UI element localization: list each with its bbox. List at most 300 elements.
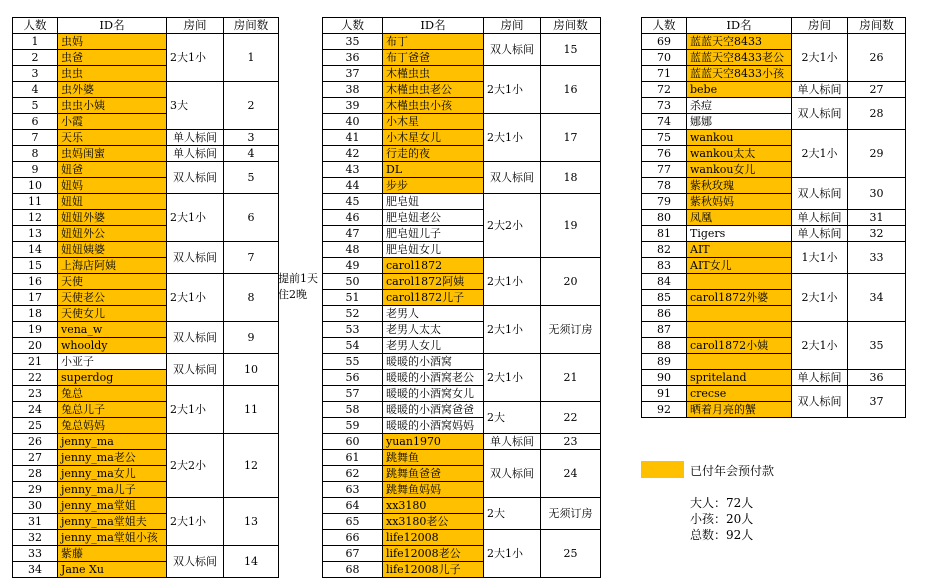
- person-id: yuan1970: [383, 434, 484, 450]
- person-number: 76: [642, 146, 687, 162]
- person-number: 7: [13, 130, 58, 146]
- person-number: 51: [323, 290, 383, 306]
- table-row: [323, 162, 601, 178]
- person-id: AIT: [687, 242, 792, 258]
- person-id: Tigers: [687, 226, 792, 242]
- person-number: 52: [323, 306, 383, 322]
- person-number: 18: [13, 306, 58, 322]
- person-id: 行走的夜: [383, 146, 484, 162]
- table-row: [13, 194, 279, 210]
- person-id: xx3180老公: [383, 514, 484, 530]
- person-number: 64: [323, 498, 383, 514]
- room-count: 17: [541, 114, 601, 162]
- person-number: 45: [323, 194, 383, 210]
- person-number: 44: [323, 178, 383, 194]
- person-id: 木槿虫虫小孩: [383, 98, 484, 114]
- room-count: 9: [224, 322, 279, 354]
- col-header-count: 人数: [642, 18, 687, 34]
- table-row: [323, 434, 601, 450]
- room-count: 34: [848, 274, 906, 322]
- person-number: 30: [13, 498, 58, 514]
- room-type: 3大: [167, 82, 224, 130]
- person-id: [687, 274, 792, 290]
- room-count: 4: [224, 146, 279, 162]
- table-row: [13, 242, 279, 258]
- person-id: vena_w: [58, 322, 167, 338]
- table-row: [13, 498, 279, 514]
- room-count: 21: [541, 354, 601, 402]
- person-number: 10: [13, 178, 58, 194]
- table-row: [323, 194, 601, 210]
- room-type: 2大1小: [484, 306, 541, 354]
- col-header-count: 人数: [13, 18, 58, 34]
- header-row: [13, 18, 279, 34]
- table-row: [642, 34, 906, 50]
- person-number: 22: [13, 370, 58, 386]
- person-id: 凤凰: [687, 210, 792, 226]
- person-id: 老男人女儿: [383, 338, 484, 354]
- room-count: 37: [848, 386, 906, 418]
- person-id: wankou: [687, 130, 792, 146]
- person-number: 85: [642, 290, 687, 306]
- person-id: jenny_ma: [58, 434, 167, 450]
- person-id: 蓝蓝天空8433小孩: [687, 66, 792, 82]
- person-id: spriteland: [687, 370, 792, 386]
- col-header-room-count: 房间数: [541, 18, 601, 34]
- person-id: 妞妞姨婆: [58, 242, 167, 258]
- person-number: 55: [323, 354, 383, 370]
- person-id: 娜娜: [687, 114, 792, 130]
- person-id: carol1872阿姨: [383, 274, 484, 290]
- person-id: 晒着月亮的蟹: [687, 402, 792, 418]
- person-id: 暖暖的小酒窝老公: [383, 370, 484, 386]
- room-type: 2大: [484, 402, 541, 434]
- room-count: 35: [848, 322, 906, 370]
- table-row: [13, 34, 279, 50]
- sign-up-table-3: [641, 17, 906, 418]
- person-id-group-label: carol1872外婆: [687, 290, 792, 306]
- person-id: 步步: [383, 178, 484, 194]
- person-id-group-label: carol1872小姨: [687, 338, 792, 354]
- person-id: 肥皂妞老公: [383, 210, 484, 226]
- person-number: 88: [642, 338, 687, 354]
- table-row: [13, 354, 279, 370]
- room-type: 单人标间: [792, 210, 848, 226]
- person-number: 3: [13, 66, 58, 82]
- person-number: 67: [323, 546, 383, 562]
- person-id: jenny_ma堂姐小孩: [58, 530, 167, 546]
- person-number: 5: [13, 98, 58, 114]
- table-row: [642, 242, 906, 258]
- person-id: life12008老公: [383, 546, 484, 562]
- col-header-id: ID名: [383, 18, 484, 34]
- person-number: 81: [642, 226, 687, 242]
- room-count: 7: [224, 242, 279, 274]
- person-number: 61: [323, 450, 383, 466]
- adults-count: 大人：72人: [690, 496, 754, 510]
- person-number: 32: [13, 530, 58, 546]
- person-number: 54: [323, 338, 383, 354]
- person-id: bebe: [687, 82, 792, 98]
- person-number: 69: [642, 34, 687, 50]
- table-row: [642, 98, 906, 114]
- room-count: 15: [541, 34, 601, 66]
- room-count: 29: [848, 130, 906, 178]
- room-type: 双人标间: [167, 162, 224, 194]
- table-row: [13, 434, 279, 450]
- person-id: whooldy: [58, 338, 167, 354]
- room-type: 2大2小: [167, 434, 224, 498]
- person-id: 小木星: [383, 114, 484, 130]
- person-id: [687, 322, 792, 338]
- person-number: 21: [13, 354, 58, 370]
- person-number: 40: [323, 114, 383, 130]
- room-type: 2大1小: [167, 34, 224, 82]
- person-number: 12: [13, 210, 58, 226]
- room-type: 单人标间: [484, 434, 541, 450]
- person-id: 虫妈闺蜜: [58, 146, 167, 162]
- person-id: 暖暖的小酒窝妈妈: [383, 418, 484, 434]
- person-id: 虫虫小姨: [58, 98, 167, 114]
- person-id: 暖暖的小酒窝: [383, 354, 484, 370]
- children-count: 小孩：20人: [690, 512, 754, 526]
- room-type: 2大1小: [792, 34, 848, 82]
- person-number: 56: [323, 370, 383, 386]
- table-row: [323, 258, 601, 274]
- person-id: 跳舞鱼妈妈: [383, 482, 484, 498]
- room-count: 19: [541, 194, 601, 258]
- room-count: 6: [224, 194, 279, 242]
- person-id: 蓝蓝天空8433: [687, 34, 792, 50]
- person-id: 兔总儿子: [58, 402, 167, 418]
- person-id: 木槿虫虫老公: [383, 82, 484, 98]
- room-count: 36: [848, 370, 906, 386]
- person-number: 23: [13, 386, 58, 402]
- table-row: [13, 146, 279, 162]
- room-count: 11: [224, 386, 279, 434]
- early-arrival-note: 提前1天住2晚: [278, 272, 318, 301]
- person-number: 26: [13, 434, 58, 450]
- person-number: 4: [13, 82, 58, 98]
- person-id: 虫外婆: [58, 82, 167, 98]
- person-id: jenny_ma堂姐: [58, 498, 167, 514]
- person-number: 82: [642, 242, 687, 258]
- table-row: [642, 274, 906, 290]
- room-type: 单人标间: [792, 370, 848, 386]
- person-id: AIT女儿: [687, 258, 792, 274]
- person-id: 紫秋妈妈: [687, 194, 792, 210]
- room-type: 2大1小: [792, 322, 848, 370]
- person-number: 38: [323, 82, 383, 98]
- person-number: 72: [642, 82, 687, 98]
- room-count: 26: [848, 34, 906, 82]
- person-id: 小木星女儿: [383, 130, 484, 146]
- person-id: 天使女儿: [58, 306, 167, 322]
- person-number: 34: [13, 562, 58, 578]
- person-number: 60: [323, 434, 383, 450]
- person-number: 39: [323, 98, 383, 114]
- room-type: 双人标间: [484, 450, 541, 498]
- room-count: 5: [224, 162, 279, 194]
- person-id: carol1872: [383, 258, 484, 274]
- person-id: 妞妞外公: [58, 226, 167, 242]
- person-number: 73: [642, 98, 687, 114]
- person-id: [687, 306, 792, 322]
- table-row: [13, 162, 279, 178]
- total-count: 总数：92人: [690, 528, 754, 542]
- room-type: 1大1小: [792, 242, 848, 274]
- room-count: 12: [224, 434, 279, 498]
- room-count: 18: [541, 162, 601, 194]
- person-id: 老男人太太: [383, 322, 484, 338]
- person-id: jenny_ma女儿: [58, 466, 167, 482]
- person-number: 37: [323, 66, 383, 82]
- person-number: 28: [13, 466, 58, 482]
- room-type: 单人标间: [792, 226, 848, 242]
- table-row: [323, 402, 601, 418]
- room-count: 25: [541, 530, 601, 578]
- room-count: 23: [541, 434, 601, 450]
- person-number: 83: [642, 258, 687, 274]
- room-type: 2大1小: [792, 274, 848, 322]
- room-type: 2大1小: [792, 130, 848, 178]
- person-number: 16: [13, 274, 58, 290]
- col-header-id: ID名: [687, 18, 792, 34]
- table-row: [323, 498, 601, 514]
- person-id: crecse: [687, 386, 792, 402]
- person-number: 24: [13, 402, 58, 418]
- table-row: [642, 130, 906, 146]
- room-type: 2大1小: [167, 194, 224, 242]
- person-number: 47: [323, 226, 383, 242]
- person-number: 74: [642, 114, 687, 130]
- person-number: 53: [323, 322, 383, 338]
- room-type: 双人标间: [167, 546, 224, 578]
- person-id: 小亚子: [58, 354, 167, 370]
- person-number: 58: [323, 402, 383, 418]
- room-type: 2大1小: [167, 498, 224, 546]
- person-id: 肥皂妞儿子: [383, 226, 484, 242]
- table-row: [323, 114, 601, 130]
- room-type: 双人标间: [484, 34, 541, 66]
- person-id: [687, 354, 792, 370]
- table-row: [323, 450, 601, 466]
- room-count: 33: [848, 242, 906, 274]
- person-number: 35: [323, 34, 383, 50]
- person-number: 42: [323, 146, 383, 162]
- person-id: 暖暖的小酒窝爸爸: [383, 402, 484, 418]
- room-type: 2大1小: [167, 386, 224, 434]
- person-number: 86: [642, 306, 687, 322]
- person-number: 62: [323, 466, 383, 482]
- person-number: 15: [13, 258, 58, 274]
- person-id: 小霞: [58, 114, 167, 130]
- person-id: jenny_ma儿子: [58, 482, 167, 498]
- room-count: 30: [848, 178, 906, 210]
- person-id: 紫藤: [58, 546, 167, 562]
- table-row: [323, 66, 601, 82]
- header-row: [323, 18, 601, 34]
- room-count: 1: [224, 34, 279, 82]
- person-number: 20: [13, 338, 58, 354]
- table-row: [642, 386, 906, 402]
- person-id: 妞妞: [58, 194, 167, 210]
- room-type: 双人标间: [167, 354, 224, 386]
- person-id: 妞妞外婆: [58, 210, 167, 226]
- person-number: 29: [13, 482, 58, 498]
- person-number: 49: [323, 258, 383, 274]
- room-type: 2大1小: [167, 274, 224, 322]
- table-row: [13, 82, 279, 98]
- person-number: 75: [642, 130, 687, 146]
- person-id: 妞爸: [58, 162, 167, 178]
- room-type: 2大1小: [484, 354, 541, 402]
- person-number: 48: [323, 242, 383, 258]
- person-id: 紫秋玫瑰: [687, 178, 792, 194]
- room-count: 27: [848, 82, 906, 98]
- room-type: 2大: [484, 498, 541, 530]
- person-number: 31: [13, 514, 58, 530]
- person-id: 天乐: [58, 130, 167, 146]
- person-id: 布丁爸爸: [383, 50, 484, 66]
- room-count: 2: [224, 82, 279, 130]
- sign-up-table-2: [322, 17, 601, 578]
- table-row: [323, 306, 601, 322]
- person-id: 暖暖的小酒窝女儿: [383, 386, 484, 402]
- person-number: 59: [323, 418, 383, 434]
- person-number: 8: [13, 146, 58, 162]
- person-number: 71: [642, 66, 687, 82]
- person-number: 91: [642, 386, 687, 402]
- person-number: 1: [13, 34, 58, 50]
- person-number: 77: [642, 162, 687, 178]
- person-id: 天使: [58, 274, 167, 290]
- sign-up-table-1: [12, 17, 279, 578]
- table-row: [13, 130, 279, 146]
- table-row: [642, 210, 906, 226]
- room-type: 双人标间: [792, 178, 848, 210]
- person-number: 14: [13, 242, 58, 258]
- person-number: 46: [323, 210, 383, 226]
- table-row: [642, 226, 906, 242]
- col-header-room: 房间: [167, 18, 224, 34]
- person-number: 63: [323, 482, 383, 498]
- person-id: 杀痘: [687, 98, 792, 114]
- person-id: wankou女儿: [687, 162, 792, 178]
- person-id: 虫爸: [58, 50, 167, 66]
- person-id: 兔总妈妈: [58, 418, 167, 434]
- table-row: [642, 82, 906, 98]
- person-number: 66: [323, 530, 383, 546]
- room-type: 双人标间: [167, 322, 224, 354]
- table-row: [323, 34, 601, 50]
- room-type: 单人标间: [167, 130, 224, 146]
- person-id: 跳舞鱼: [383, 450, 484, 466]
- person-id: 老男人: [383, 306, 484, 322]
- person-number: 87: [642, 322, 687, 338]
- room-type: 2大2小: [484, 194, 541, 258]
- paid-legend-label: 已付年会预付款: [690, 464, 775, 478]
- person-id: 肥皂妞: [383, 194, 484, 210]
- person-id: jenny_ma老公: [58, 450, 167, 466]
- person-id: 兔总: [58, 386, 167, 402]
- person-number: 9: [13, 162, 58, 178]
- room-count: 13: [224, 498, 279, 546]
- paid-legend-swatch: [641, 461, 684, 478]
- room-count: 22: [541, 402, 601, 434]
- room-count: 10: [224, 354, 279, 386]
- col-header-room: 房间: [484, 18, 541, 34]
- person-number: 79: [642, 194, 687, 210]
- person-number: 90: [642, 370, 687, 386]
- room-count: 20: [541, 258, 601, 306]
- person-number: 6: [13, 114, 58, 130]
- room-type: 双人标间: [792, 98, 848, 130]
- person-number: 43: [323, 162, 383, 178]
- person-id: wankou太太: [687, 146, 792, 162]
- room-type: 双人标间: [167, 242, 224, 274]
- person-number: 36: [323, 50, 383, 66]
- person-number: 11: [13, 194, 58, 210]
- person-number: 50: [323, 274, 383, 290]
- col-header-id: ID名: [58, 18, 167, 34]
- person-number: 57: [323, 386, 383, 402]
- person-id: carol1872儿子: [383, 290, 484, 306]
- table-row: [13, 322, 279, 338]
- room-type: 2大1小: [484, 114, 541, 162]
- person-id: 妞妈: [58, 178, 167, 194]
- person-number: 68: [323, 562, 383, 578]
- room-count: 无须订房: [541, 306, 601, 354]
- person-number: 19: [13, 322, 58, 338]
- person-id: 上海店阿姨: [58, 258, 167, 274]
- col-header-room-count: 房间数: [224, 18, 279, 34]
- person-id: life12008儿子: [383, 562, 484, 578]
- person-id: 虫虫: [58, 66, 167, 82]
- headcount-summary: [690, 495, 753, 543]
- room-count: 无须订房: [541, 498, 601, 530]
- table-row: [642, 178, 906, 194]
- person-id: 布丁: [383, 34, 484, 50]
- person-number: 70: [642, 50, 687, 66]
- person-number: 92: [642, 402, 687, 418]
- room-count: 31: [848, 210, 906, 226]
- person-id: Jane Xu: [58, 562, 167, 578]
- room-count: 28: [848, 98, 906, 130]
- person-id: DL: [383, 162, 484, 178]
- room-type: 2大1小: [484, 66, 541, 114]
- room-count: 16: [541, 66, 601, 114]
- table-row: [642, 370, 906, 386]
- col-header-room: 房间: [792, 18, 848, 34]
- person-number: 89: [642, 354, 687, 370]
- room-type: 双人标间: [792, 386, 848, 418]
- room-type: 单人标间: [167, 146, 224, 162]
- person-id: 蓝蓝天空8433老公: [687, 50, 792, 66]
- room-count: 3: [224, 130, 279, 146]
- person-number: 33: [13, 546, 58, 562]
- person-id: 木槿虫虫: [383, 66, 484, 82]
- col-header-count: 人数: [323, 18, 383, 34]
- col-header-room-count: 房间数: [848, 18, 906, 34]
- person-id: 虫妈: [58, 34, 167, 50]
- table-row: [323, 530, 601, 546]
- person-id: 肥皂妞女儿: [383, 242, 484, 258]
- table-row: [13, 546, 279, 562]
- person-number: 80: [642, 210, 687, 226]
- person-number: 78: [642, 178, 687, 194]
- table-row: [323, 354, 601, 370]
